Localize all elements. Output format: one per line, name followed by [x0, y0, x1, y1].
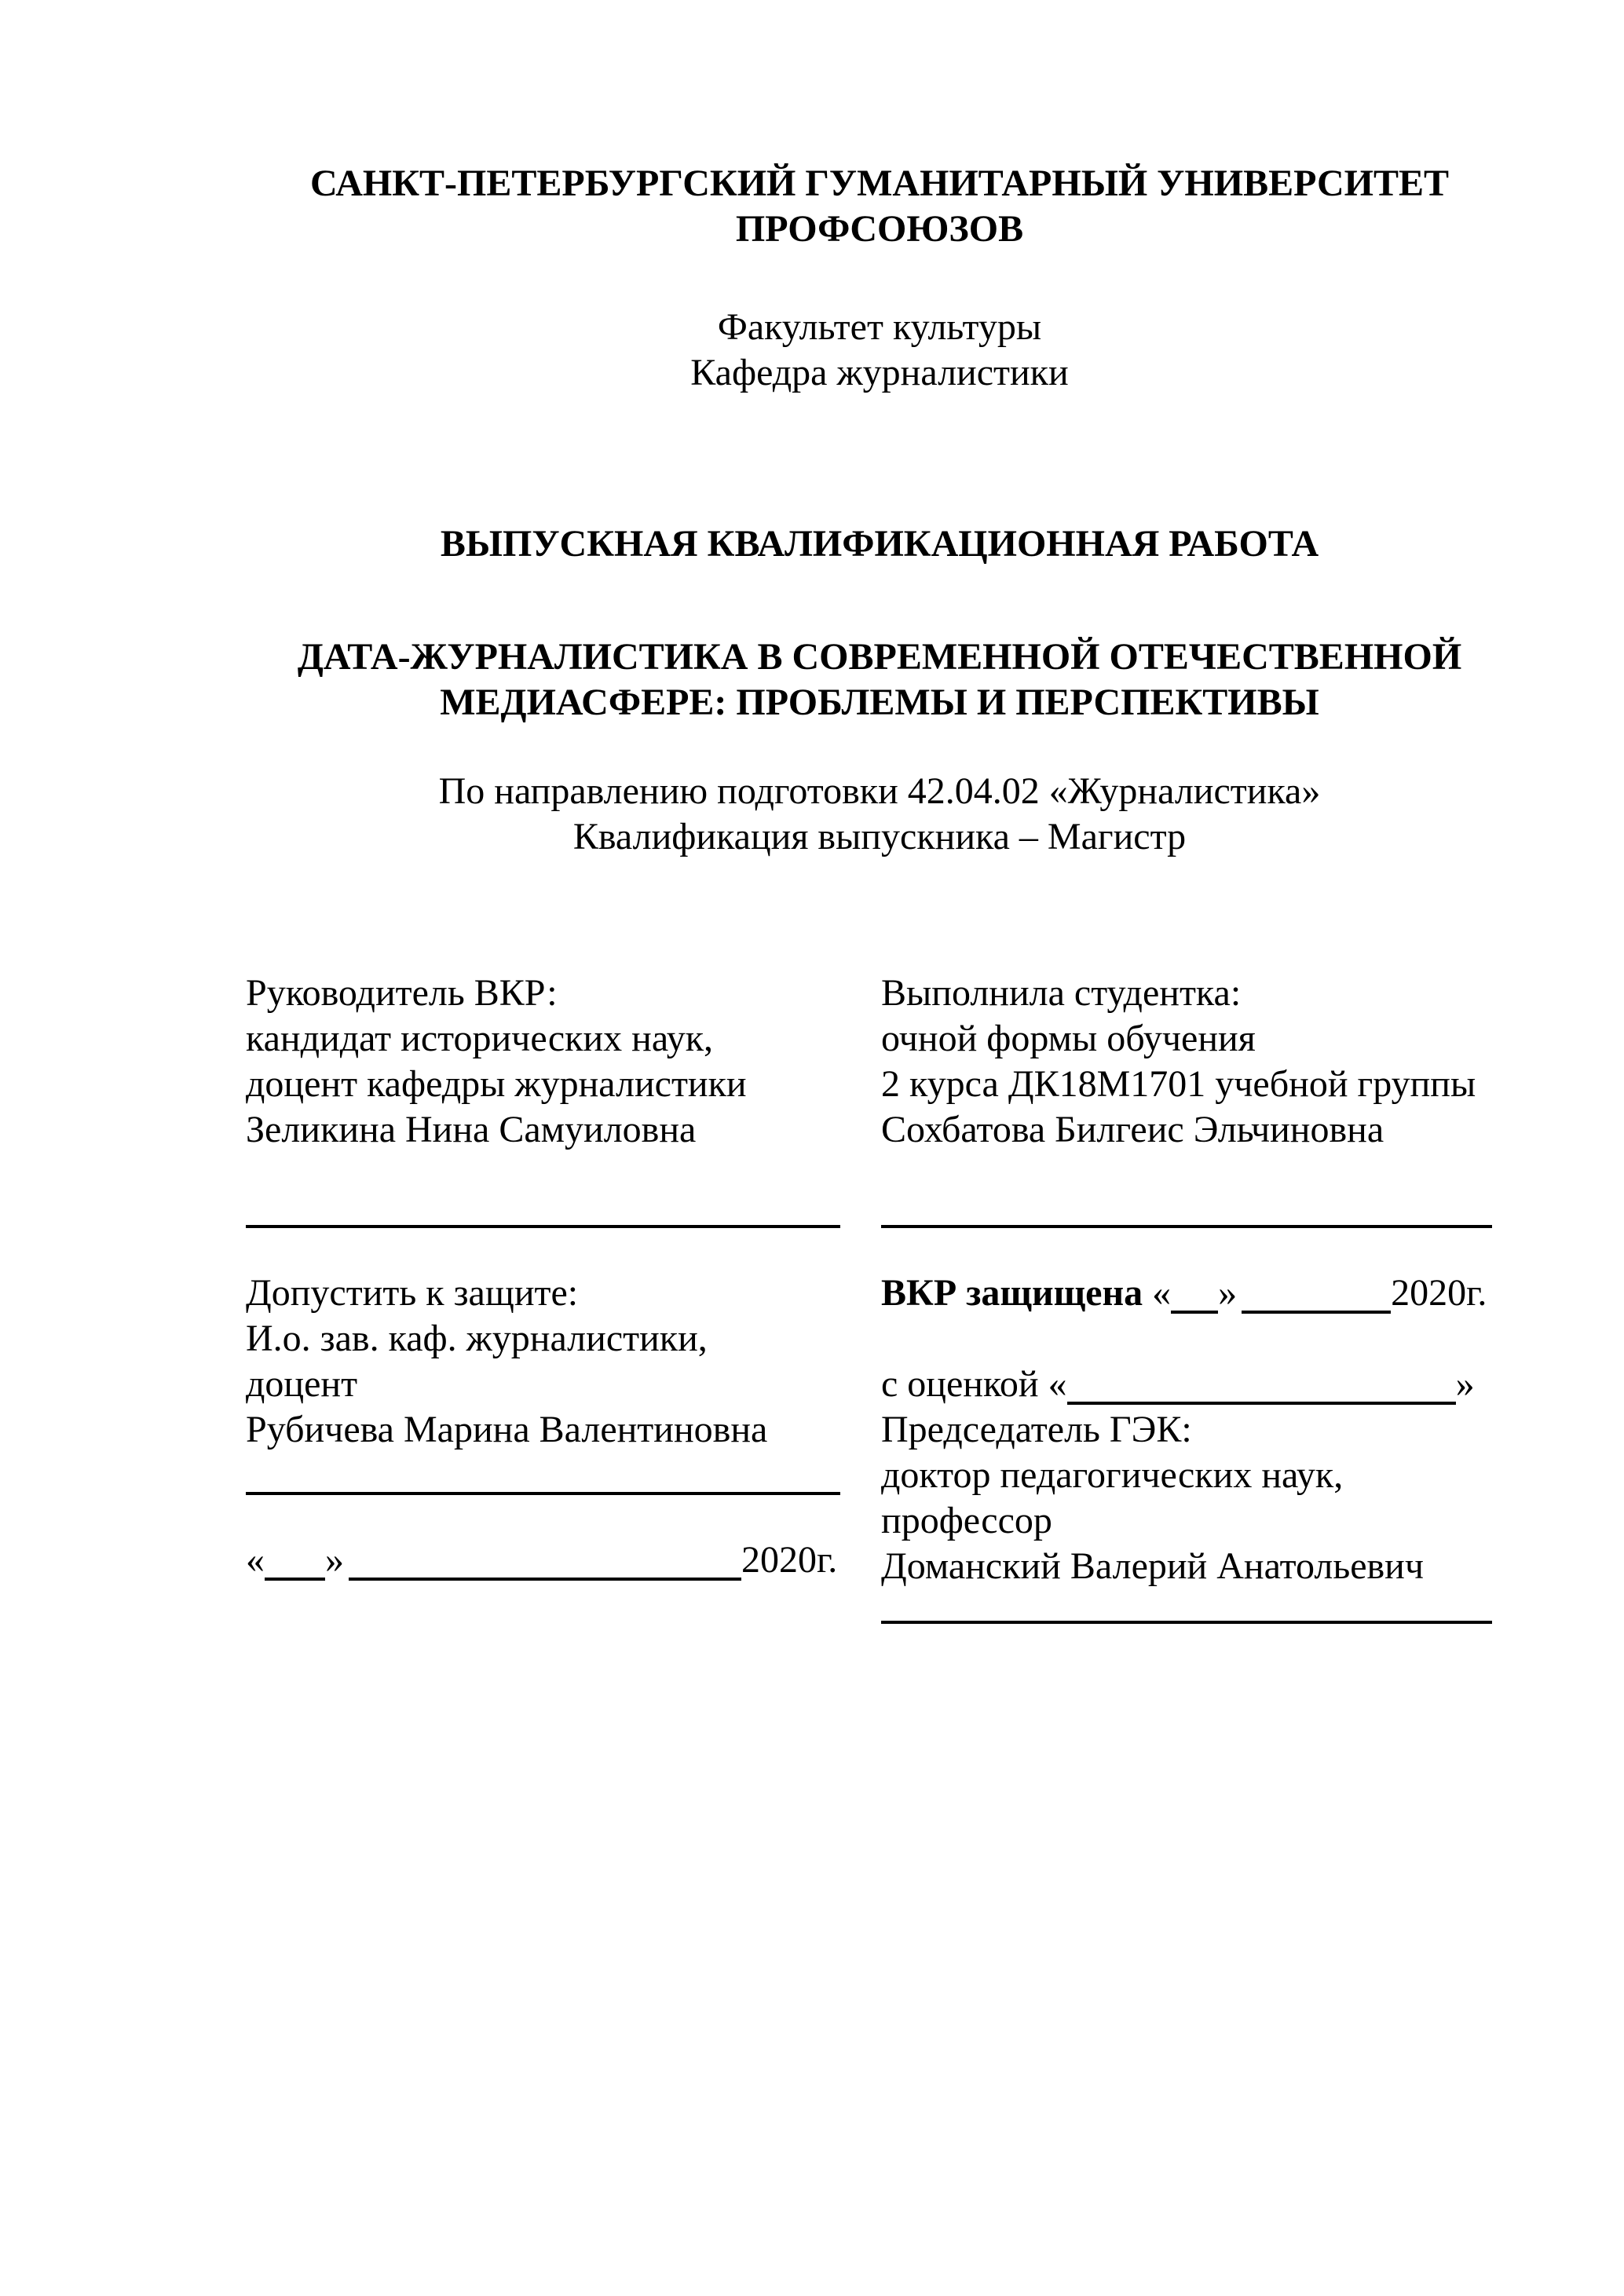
page-content — [246, 0, 1513, 1624]
admission-year: 2020г. — [741, 1539, 838, 1581]
defense-date-line — [881, 1270, 1513, 1316]
close-quote: » — [1218, 1272, 1238, 1314]
grade-blank — [1067, 1402, 1456, 1405]
supervisor-block — [246, 971, 881, 1228]
grade-label: с оценкой — [881, 1363, 1039, 1405]
student-signature-line — [881, 1225, 1492, 1228]
date-day-blank — [265, 1578, 325, 1581]
approval-columns — [246, 1270, 1513, 1624]
faculty-department-block — [246, 305, 1513, 396]
admission-officer-name: Рубичева Марина Валентиновна — [246, 1409, 768, 1450]
chair-degree: доктор педагогических наук, — [881, 1454, 1344, 1496]
chair-signature-line — [881, 1621, 1492, 1624]
university-name — [246, 0, 1513, 252]
defense-year: 2020г. — [1391, 1272, 1487, 1314]
chair-label: Председатель ГЭК: — [881, 1409, 1192, 1450]
open-quote: « — [246, 1539, 265, 1581]
program-block — [246, 769, 1513, 860]
department-name: Кафедра журналистики — [690, 352, 1069, 393]
admission-date-line — [246, 1537, 881, 1583]
student-label: Выполнила студентка: — [881, 972, 1242, 1014]
admission-position-line1: И.о. зав. каф. журналистики, — [246, 1318, 708, 1359]
supervisor-position: доцент кафедры журналистики — [246, 1063, 747, 1105]
thesis-title-line2: МЕДИАСФЕРЕ: ПРОБЛЕМЫ И ПЕРСПЕКТИВЫ — [440, 682, 1319, 723]
student-study-form: очной формы обучения — [881, 1018, 1256, 1059]
attribution-columns — [246, 971, 1513, 1228]
supervisor-name: Зеликина Нина Самуиловна — [246, 1109, 697, 1150]
defense-block — [881, 1270, 1513, 1624]
admission-block — [246, 1270, 881, 1624]
university-name-line2: ПРОФСОЮЗОВ — [735, 208, 1024, 250]
thesis-title — [246, 634, 1513, 726]
blank-line — [881, 1316, 1513, 1362]
supervisor-signature-line — [246, 1225, 840, 1228]
thesis-title-line1: ДАТА-ЖУРНАЛИСТИКА В СОВРЕМЕННОЙ ОТЕЧЕСТВЕННОЙ — [297, 636, 1462, 678]
chair-name: Доманский Валерий Анатольевич — [881, 1545, 1425, 1587]
open-quote: « — [1152, 1272, 1172, 1314]
university-name-line1: САНКТ-ПЕТЕРБУРГСКИЙ ГУМАНИТАРНЫЙ УНИВЕРСИТЕТ — [309, 163, 1450, 204]
defense-day-blank — [1171, 1311, 1218, 1314]
defended-label: ВКР защищена — [881, 1272, 1143, 1314]
student-block — [881, 971, 1513, 1228]
program-direction: По направлению подготовки 42.04.02 «Журналистика» — [438, 770, 1321, 812]
student-group: 2 курса ДК18М1701 учебной группы — [881, 1063, 1476, 1105]
supervisor-degree: кандидат исторических наук, — [246, 1018, 714, 1059]
date-month-blank — [349, 1578, 741, 1581]
admission-position-line2: доцент — [246, 1363, 358, 1405]
admission-signature-line — [246, 1492, 840, 1495]
chair-rank: профессор — [881, 1500, 1052, 1541]
work-type-heading: ВЫПУСКНАЯ КВАЛИФИКАЦИОННАЯ РАБОТА — [440, 523, 1319, 565]
qualification-line: Квалификация выпускника – Магистр — [572, 816, 1187, 857]
open-quote: « — [1048, 1363, 1067, 1405]
admission-label: Допустить к защите: — [246, 1272, 579, 1314]
close-quote: » — [325, 1539, 344, 1581]
grade-line — [881, 1362, 1513, 1407]
supervisor-label: Руководитель ВКР: — [246, 972, 558, 1014]
faculty-name: Факультет культуры — [717, 306, 1042, 348]
defense-month-blank — [1242, 1311, 1391, 1314]
student-name: Сохбатова Билгеис Эльчиновна — [881, 1109, 1384, 1150]
close-quote: » — [1455, 1363, 1475, 1405]
